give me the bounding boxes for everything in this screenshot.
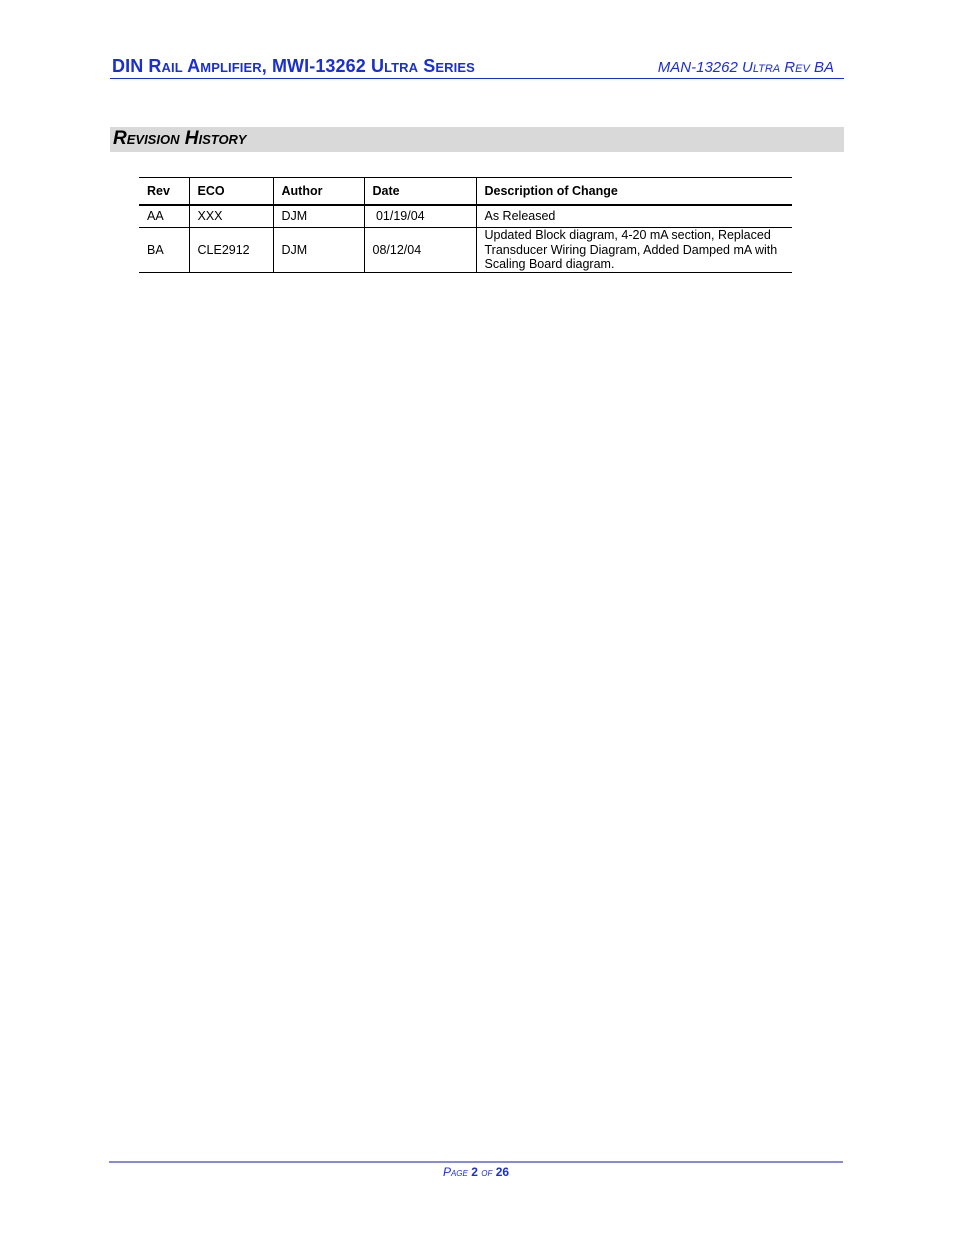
table-row <box>139 228 792 273</box>
section-title: Revision History <box>113 128 247 149</box>
column-header-rev: Rev <box>147 183 170 198</box>
column-header-author: Author <box>273 178 364 205</box>
cell-rev: BA <box>147 243 164 257</box>
page-footer <box>109 1161 843 1179</box>
page-label: Page <box>442 1165 468 1179</box>
of-label: of <box>481 1165 493 1179</box>
cell-description: Updated Block diagram, 4-20 mA section, Replaced Transducer Wiring Diagram, Added Damped mA with Scaling Board diagram. <box>476 228 792 273</box>
section-heading-bar <box>110 127 844 152</box>
cell-eco: CLE2912 <box>189 228 273 273</box>
column-header-description: Description of Change <box>476 178 792 205</box>
cell-eco: XXX <box>189 205 273 228</box>
document-id: MAN-13262 Ultra Rev BA <box>657 59 834 76</box>
table-row <box>139 205 792 228</box>
cell-author: DJM <box>273 205 364 228</box>
page-header <box>110 56 844 79</box>
table-header-row <box>139 178 792 205</box>
cell-date: 08/12/04 <box>364 228 476 273</box>
column-header-date: Date <box>364 178 476 205</box>
cell-description: As Released <box>476 205 792 228</box>
total-pages: 26 <box>495 1165 510 1179</box>
cell-author: DJM <box>273 228 364 273</box>
cell-rev: AA <box>147 209 164 224</box>
page-number-indicator <box>109 1165 843 1179</box>
cell-date: 01/19/04 <box>364 205 476 228</box>
document-title: DIN Rail Amplifier, MWI-13262 Ultra Series <box>112 56 475 76</box>
column-header-eco: ECO <box>189 178 273 205</box>
page-number: 2 <box>471 1165 478 1179</box>
revision-history-table <box>139 177 792 273</box>
